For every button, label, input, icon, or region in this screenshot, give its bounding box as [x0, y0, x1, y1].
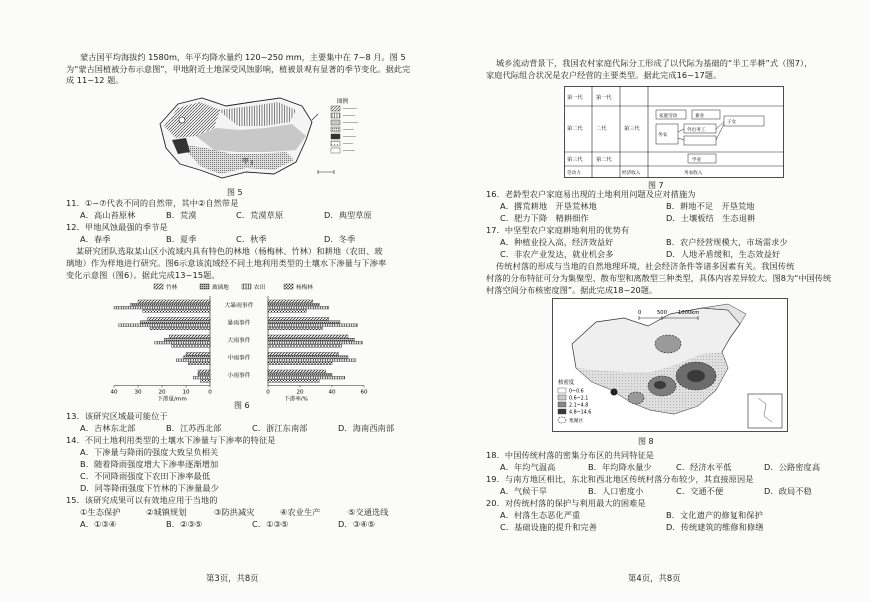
question-13-option-d[interactable]: D．海南西南部 [338, 423, 395, 433]
left-bar [148, 318, 210, 321]
legend-swatch [331, 148, 340, 153]
figure-8-map [552, 298, 788, 432]
figure-8-legend-item: 0~0.6 [569, 389, 584, 395]
question-20-stem: 20．对传统村落的保护与利用最大的困难是 [486, 498, 646, 508]
question-20-option-c[interactable]: C．基础设施的提升和完善 [500, 522, 597, 532]
figure-7-diagram [564, 86, 784, 178]
question-15-item-1: ①生态保护 [80, 507, 121, 517]
question-13-option-a[interactable]: A．吉林东北部 [80, 423, 136, 433]
question-14-option-d[interactable]: D．同等降雨强度下竹林的下渗量最少 [80, 483, 220, 493]
left-bar [138, 300, 210, 303]
figure-6-caption: 图 6 [234, 401, 250, 410]
right-axis-label: 下渗率/% [284, 396, 308, 403]
left-bar [164, 338, 210, 341]
left-bar [200, 380, 210, 383]
right-bar [268, 321, 340, 324]
fig7-footer-cell: 劳动力 [567, 171, 581, 176]
left-bar [193, 376, 210, 379]
question-12-option-a[interactable]: A．春季 [80, 234, 111, 244]
question-20-option-d[interactable]: D．传统建筑的维修和修缮 [666, 522, 764, 532]
figure-7-caption: 图 7 [648, 181, 664, 190]
figure-8-legend-item: 4.8~14.6 [569, 410, 592, 416]
category-label: 大雨事件 [227, 338, 251, 344]
left-bar [155, 341, 210, 344]
right-bar [268, 300, 313, 303]
figure-5-map [156, 92, 382, 186]
fig7-box: 外出务工 [687, 128, 706, 133]
question-17-option-b[interactable]: B．农户经营规模大，市场需求少 [666, 237, 788, 247]
right-bar [268, 335, 348, 338]
fig7-cell: 第三代 [624, 126, 640, 132]
question-16-option-c[interactable]: C．肥力下降 精耕细作 [500, 213, 589, 223]
intro-text-q13-15-line-3: 变化示意图（图6）。据此完成13~15题。 [66, 270, 220, 280]
right-bar [268, 303, 319, 306]
fig7-box: 兼业 [695, 114, 705, 119]
question-12-option-b[interactable]: B．夏季 [166, 234, 197, 244]
question-13-stem: 13．该研究区域最可能位于 [66, 411, 168, 421]
legend-swatch-3 [242, 284, 251, 289]
legend-swatch [558, 388, 566, 393]
figure-5-label-jia: 甲 [242, 157, 249, 165]
fig7-row-label: 第一代 [567, 95, 583, 101]
question-15-option-a[interactable]: A．①③④ [80, 519, 117, 529]
question-12-stem: 12．甲地风蚀最强的季节是 [66, 222, 168, 232]
right-tick-label: 0 [266, 389, 270, 396]
question-16-option-b[interactable]: B．耕地不足 开垦荒地 [666, 201, 755, 211]
left-axis-label: 下渗量/mm [157, 396, 187, 403]
left-bar [140, 321, 210, 324]
intro-text-q16-17: 城乡流动背景下，我国农村家庭代际分工形成了以代际为基础的“半工半耕”式（图7）， [496, 58, 813, 68]
left-tick-label: 0 [208, 389, 212, 396]
left-bar [172, 345, 210, 348]
left-bar [114, 306, 210, 309]
question-15-item-4: ④农业生产 [280, 507, 321, 517]
category-label: 大暴雨事件 [224, 303, 254, 309]
left-bar [198, 373, 210, 376]
left-bar [186, 353, 210, 356]
left-bar [184, 356, 210, 359]
figure-5-caption: 图 5 [227, 188, 243, 197]
legend-swatch [331, 120, 340, 125]
figure-8-legend-item: 2.1~4.8 [569, 403, 589, 409]
question-11-option-a[interactable]: A．高山苔原林 [80, 210, 136, 220]
fig7-row-label: 第三代 [567, 157, 583, 163]
legend-swatch [331, 127, 340, 132]
question-11-stem: 11．①~⑦代表不同的自然带，其中②自然带是 [66, 198, 239, 208]
left-tick-label: 30 [134, 389, 142, 396]
question-18-option-a[interactable]: A．年均气温高 [500, 462, 556, 472]
fig7-box: 子女 [727, 120, 737, 125]
figure-8-legend-cluster: 集聚区 [569, 419, 584, 424]
question-14-stem: 14．不同土地利用类型的土壤水下渗量与下渗率的特征是 [66, 435, 276, 445]
legend-label-4: 杨梅林 [296, 285, 313, 291]
legend-swatch [331, 113, 340, 118]
intro-text-q13-15-line-2: 璃地）作为样地进行研究。图6示意该流域经不同土地利用类型的土壤水下渗量与下渗率 [66, 258, 387, 268]
question-18-stem: 18．中国传统村落的密集分布区的共同特征是 [486, 450, 655, 460]
right-bar [268, 338, 354, 341]
question-11-option-b[interactable]: B．荒漠 [166, 210, 197, 220]
question-17-option-c[interactable]: C．非农产业发达，就业机会多 [500, 249, 614, 259]
left-bar [143, 310, 210, 313]
left-page [58, 0, 430, 602]
legend-label-3: 农田 [254, 285, 266, 291]
legend-swatch-1 [154, 284, 163, 289]
fig7-cell: 第二代 [596, 157, 612, 163]
left-tick-label: 10 [182, 389, 190, 396]
legend-label-2: 玻璃地 [212, 285, 229, 291]
right-bar [268, 359, 356, 362]
question-16-stem: 16．老龄型农户家庭易出现的土地利用问题及应对措施为 [486, 189, 696, 199]
fig7-footer-cell: 务农收入 [684, 171, 703, 176]
legend-swatch [558, 395, 566, 400]
page-footer-right: 第4页，共8页 [628, 573, 681, 583]
left-bar [119, 324, 210, 327]
right-bar [268, 345, 342, 348]
intro-text-q18-20: 传统村落的形成与当地的自然地理环境，社会经济条件等诸多因素有关。我国传统 [496, 261, 795, 271]
left-bar [176, 359, 210, 362]
left-bar [198, 370, 210, 373]
right-bar [268, 341, 362, 344]
left-bar [150, 327, 210, 330]
question-13-option-b[interactable]: B．江苏西北部 [166, 423, 222, 433]
category-label: 小雨事件 [227, 373, 251, 379]
question-19-option-c[interactable]: C．交通不便 [676, 486, 724, 496]
question-12-option-d[interactable]: D．冬季 [324, 234, 356, 244]
intro-text-q13-15: 某研究团队选取某山区小流域内具有特色的林地（杨梅林、竹林）和耕地（农田、玻 [76, 246, 383, 256]
question-17-option-a[interactable]: A．种植业投入高，经济效益好 [500, 237, 614, 247]
legend-swatch [558, 402, 566, 407]
legend-swatch-4 [284, 284, 293, 289]
category-label: 暴雨事件 [227, 320, 251, 327]
page-footer-left: 第3页，共8页 [206, 573, 259, 583]
fig7-box: 家庭劳动 [659, 114, 678, 119]
fig7-cell: 第一代 [596, 95, 612, 101]
right-bar [268, 306, 329, 309]
question-14-option-c[interactable]: C．不同降雨强度下农田下渗率最低 [80, 471, 211, 481]
question-19-stem: 19．与南方地区相比，东北和西北地区传统村落分布较少，其直接原因是 [486, 474, 754, 484]
question-19-option-b[interactable]: B．人口密度小 [588, 486, 644, 496]
figure-8-legend-title: 核密度 [558, 380, 575, 386]
question-14-option-a[interactable]: A．下渗量与降雨的强度大致呈负相关 [80, 447, 219, 457]
question-12-option-c[interactable]: C．秋季 [236, 234, 267, 244]
right-page [478, 0, 858, 602]
intro-text-q16-17-line-2: 家庭代际组合状况是农户经营的主要类型。据此完成16~17题。 [486, 70, 722, 80]
question-11-option-c[interactable]: C．荒漠草原 [236, 210, 284, 220]
figure-8-scale-500: 500 [657, 310, 667, 316]
question-16-option-d[interactable]: D．土壤板结 生态退耕 [666, 213, 756, 223]
left-bar [131, 303, 210, 306]
figure-8-scale-0: 0 [638, 310, 642, 316]
right-bar [268, 362, 332, 365]
right-bar [268, 380, 319, 383]
category-label: 中雨事件 [227, 355, 251, 362]
right-bar [268, 310, 306, 313]
question-19-option-a[interactable]: A．气候干旱 [500, 486, 548, 496]
intro-text-q11-12: 蒙古国平均海拔约 1580m，年平均降水量约 120~250 mm，主要集中在 7~8 月。图 5 为“蒙古国植被分布示意图”，甲地附近土地深受风蚀影响，植被景观有显著的季节变化。据此完成 11~12 题。 [66, 52, 411, 85]
question-16-option-a[interactable]: A．撂荒耕地 开垦荒林地 [500, 201, 597, 211]
question-15-option-c[interactable]: C．①③⑤ [252, 519, 289, 529]
left-bar [188, 362, 210, 365]
question-18-option-b[interactable]: B．年均降水量少 [588, 462, 652, 472]
legend-label-1: 竹林 [166, 285, 178, 291]
left-tick-label: 40 [110, 389, 118, 396]
right-bar [268, 356, 348, 359]
legend-swatch [558, 409, 566, 414]
question-17-option-d[interactable]: D．人地矛盾缓和，生态效益好 [666, 249, 781, 259]
right-bar [268, 373, 332, 376]
figure-6-chart [108, 280, 370, 403]
question-14-option-b[interactable]: B．随着降雨强度增大下渗率逐渐增加 [80, 459, 219, 469]
question-15-item-2: ②城镇规划 [146, 507, 187, 517]
question-15-option-b[interactable]: B．②③⑤ [166, 519, 203, 529]
right-bar [268, 324, 358, 327]
question-20-option-a[interactable]: A．村落生态恶化严重 [500, 510, 581, 520]
fig7-box: 务农 [658, 133, 668, 138]
right-tick-label: 40 [328, 389, 336, 396]
right-bar [268, 318, 329, 321]
question-18-option-c[interactable]: C．经济水平低 [676, 462, 732, 472]
figure-5-legend-title: 图例 [337, 99, 349, 105]
right-tick-label: 20 [296, 389, 304, 396]
figure-8-caption: 图 8 [638, 437, 654, 446]
legend-swatch-2 [200, 284, 209, 289]
legend-swatch [331, 141, 340, 146]
fig7-row-label: 第二代 [567, 126, 583, 132]
question-15-item-5: ⑤交通选线 [348, 507, 389, 517]
right-bar [268, 376, 345, 379]
fig7-box: 学业 [692, 158, 702, 163]
fig7-footer-cell: 经济收入 [622, 171, 641, 176]
left-bar [169, 335, 210, 338]
question-11-option-d[interactable]: D．典型草原 [324, 210, 372, 220]
right-tick-label: 60 [360, 389, 368, 396]
question-15-stem: 15．该研究成果可以有效地应用于当地的 [66, 495, 218, 505]
figure-8-legend-item: 0.6~2.1 [569, 396, 589, 402]
figure-8-scale-1000: 1000km [678, 310, 700, 316]
right-bar [268, 353, 338, 356]
question-13-option-c[interactable]: C．浙江东南部 [252, 423, 308, 433]
question-20-option-b[interactable]: B．文化遗产的修复和保护 [666, 510, 763, 520]
intro-text-q18-20-line-2: 村落的分布特征可分为集聚型、散布型和离散型三种类型，具体内容差异较大。图8为“中国传统村落空间分布核密度图”。据此完成18~20题。 [486, 273, 832, 295]
question-18-option-d[interactable]: D．公路密度高 [764, 462, 821, 472]
question-19-option-d[interactable]: D．政局不稳 [764, 486, 812, 496]
left-tick-label: 20 [158, 389, 166, 396]
question-17-stem: 17．中坚型农户家庭耕地利用的优势有 [486, 225, 630, 235]
question-15-option-d[interactable]: D．③④⑤ [338, 519, 376, 529]
right-bar [268, 370, 326, 373]
question-15-item-3: ③防洪减灾 [214, 507, 255, 517]
right-bar [268, 327, 322, 330]
legend-swatch [331, 106, 340, 111]
legend-swatch [331, 134, 340, 139]
fig7-cell: 二代 [596, 126, 607, 132]
